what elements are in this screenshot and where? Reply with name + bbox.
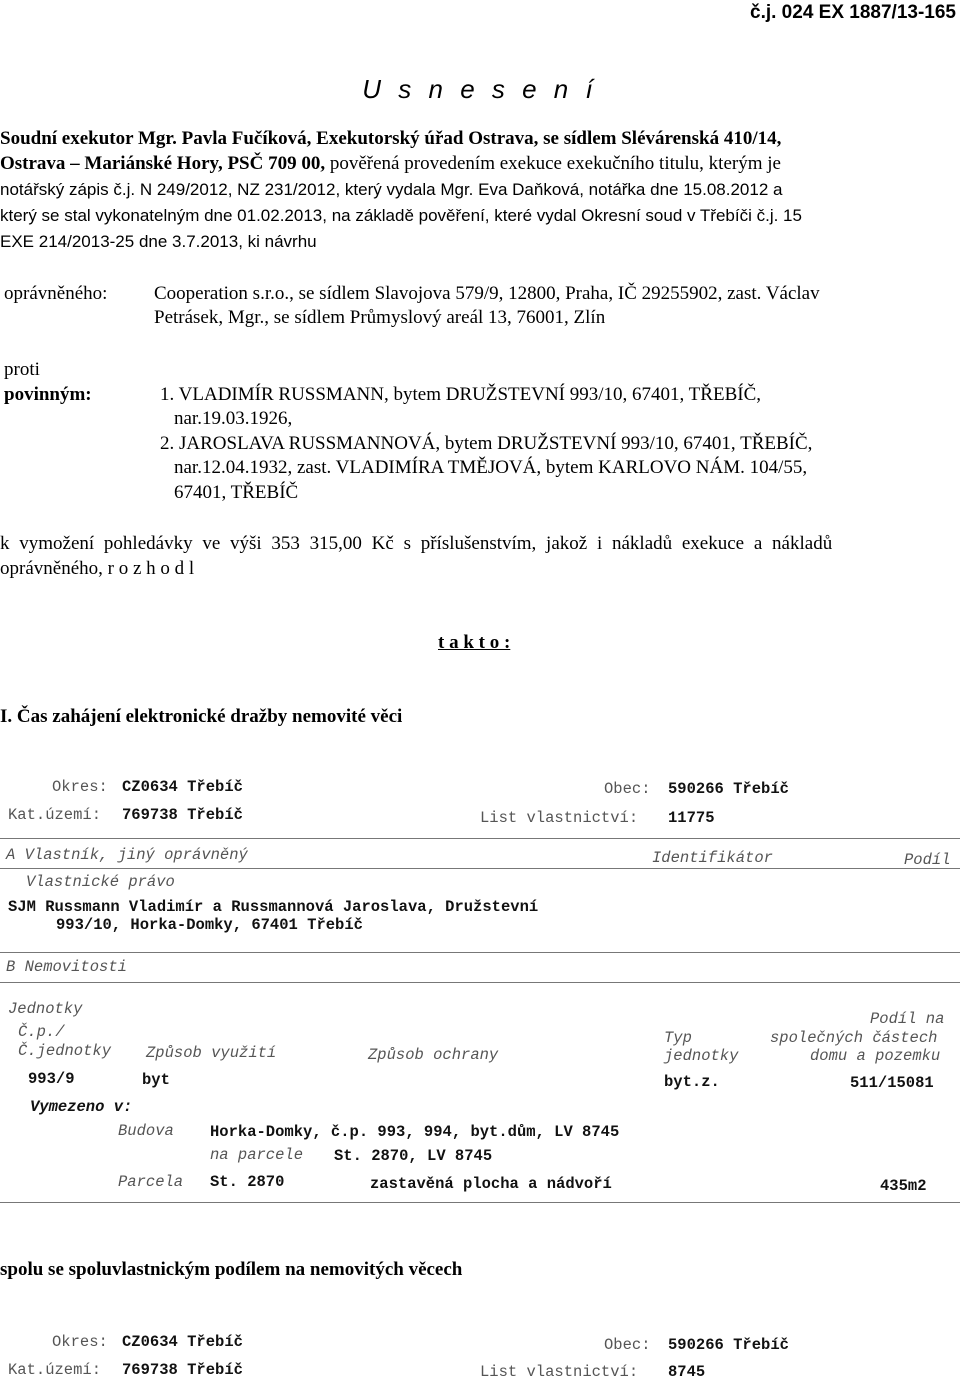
parcele-value: St. 2870, LV 8745 [334, 1147, 493, 1165]
budova-label: Budova [118, 1122, 174, 1140]
vlastnicke-pravo-label: Vlastnické právo [26, 873, 175, 891]
document-title: U s n e s e n í [362, 74, 598, 104]
intro-line-2 [0, 153, 781, 175]
okres-value-2: CZ0634 Třebíč [122, 1333, 243, 1351]
spolecnych-label: společných částech [770, 1029, 938, 1047]
unit-number: 993/9 [28, 1070, 75, 1088]
claim-line-1: k vymožení pohledávky ve výši 353 315,00 Kč s příslušenstvím, jakož i nákladů exekuce a nákladů [0, 533, 833, 554]
obec-value-2: 590266 Třebíč [668, 1336, 789, 1354]
lv-label: List vlastnictví: [480, 809, 639, 827]
obliged-line-5: 67401, TŘEBÍČ [174, 482, 299, 503]
lv-label-2: List vlastnictví: [480, 1363, 639, 1381]
intro-line-4 [0, 206, 802, 226]
intro-line-4-normal: který se stal vykonatelným dne 01.02.2013, na základě pověření, které vydal Okresní soud v Třebíči č.j. 15 [0, 206, 802, 225]
unit-use: byt [142, 1071, 170, 1089]
jednotky-label: Jednotky [8, 1000, 83, 1018]
okres-label-2: Okres: [52, 1333, 108, 1351]
intro-line-3 [0, 180, 782, 200]
takto-heading: t a k t o : [438, 632, 511, 653]
section-a-header: A Vlastník, jiný oprávněný [6, 846, 248, 864]
katuzemi-value-2: 769738 Třebíč [122, 1361, 243, 1379]
obliged-line-3: 2. JAROSLAVA RUSSMANNOVÁ, bytem DRUŽSTEVNÍ 993/10, 67401, TŘEBÍČ, [160, 433, 813, 454]
spolu-heading: spolu se spoluvlastnickým podílem na nemovitých věcech [0, 1259, 463, 1280]
obliged-line-2: nar.19.03.1926, [174, 408, 293, 429]
parcela-label: Parcela [118, 1173, 184, 1191]
section-one-heading: I. Čas zahájení elektronické dražby nemovité věci [0, 706, 403, 727]
entitled-line-1: Cooperation s.r.o., se sídlem Slavojova 579/9, 12800, Praha, IČ 29255902, zast. Václav [154, 283, 820, 304]
cjednotky-label: Č.jednotky [18, 1042, 112, 1060]
obliged-line-4: nar.12.04.1932, zast. VLADIMÍRA TMĚJOVÁ, bytem KARLOVO NÁM. 104/55, [174, 457, 808, 478]
domu-label: domu a pozemku [810, 1047, 941, 1065]
lv-value-2: 8745 [668, 1363, 706, 1381]
katuzemi-label-2: Kat.území: [8, 1361, 102, 1379]
katuzemi-label: Kat.území: [8, 806, 102, 824]
intro-line-1-bold: Soudní exekutor Mgr. Pavla Fučíková, Exekutorský úřad Ostrava, se sídlem Slévárenská 410/14, [0, 128, 782, 149]
entitled-label: oprávněného: [4, 283, 108, 304]
extract1-rule-b2 [0, 982, 960, 983]
reference-number: č.j. 024 EX 1887/13-165 [750, 2, 956, 23]
obliged-line-1: 1. VLADIMÍR RUSSMANN, bytem DRUŽSTEVNÍ 993/10, 67401, TŘEBÍČ, [160, 384, 761, 405]
parcele-label: na parcele [210, 1146, 304, 1164]
vymezeno-label: Vymezeno v: [30, 1098, 133, 1116]
extract1-rule-end [0, 1202, 960, 1203]
section-b-header: B Nemovitosti [6, 958, 127, 976]
unit-share: 511/15081 [850, 1074, 934, 1092]
against-label: proti [4, 359, 40, 380]
obec-value: 590266 Třebíč [668, 780, 789, 798]
lv-value: 11775 [668, 809, 715, 827]
parcela-area: 435m2 [880, 1177, 927, 1195]
identifikator-header: Identifikátor [652, 849, 773, 867]
intro-line-2-bold: Ostrava – Mariánské Hory, PSČ 709 00, [0, 153, 326, 174]
typ-label: Typ [664, 1029, 692, 1047]
intro-line-3-normal: notářský zápis č.j. N 249/2012, NZ 231/2012, který vydala Mgr. Eva Daňková, notářka dne 15.08.2012 a [0, 180, 783, 199]
podil-header: Podíl [904, 851, 951, 869]
intro-line-1 [0, 128, 781, 150]
zpusob-ochrany-label: Způsob ochrany [368, 1046, 499, 1064]
extract1-rule-b [0, 952, 960, 953]
katuzemi-value: 769738 Třebíč [122, 806, 243, 824]
obec-label-2: Obec: [604, 1336, 651, 1354]
intro-line-2-normal: pověřená provedením exekuce exekučního titulu, kterým je [325, 153, 781, 174]
typ-jednotky-label: jednotky [664, 1047, 739, 1065]
zpusob-vyuziti-label: Způsob využití [146, 1044, 277, 1062]
owner-line-2: 993/10, Horka-Domky, 67401 Třebíč [56, 916, 363, 934]
entitled-line-2: Petrásek, Mgr., se sídlem Průmyslový areál 13, 76001, Zlín [154, 307, 606, 328]
okres-label: Okres: [52, 778, 108, 796]
obec-label: Obec: [604, 780, 651, 798]
owner-line-1: SJM Russmann Vladimír a Russmannová Jaroslava, Družstevní [8, 898, 539, 916]
extract1-rule-a2 [0, 868, 960, 869]
cp-label: Č.p./ [18, 1023, 65, 1041]
intro-line-5 [0, 232, 317, 252]
budova-value: Horka-Domky, č.p. 993, 994, byt.dům, LV 8745 [210, 1123, 620, 1141]
unit-type: byt.z. [664, 1073, 720, 1091]
parcela-value: St. 2870 [210, 1173, 285, 1191]
parcela-type: zastavěná plocha a nádvoří [370, 1175, 612, 1193]
obliged-label: povinným: [4, 384, 92, 405]
extract1-rule-a [0, 838, 960, 839]
intro-line-5-normal: EXE 214/2013-25 dne 3.7.2013, ki návrhu [0, 232, 317, 251]
okres-value: CZ0634 Třebíč [122, 778, 243, 796]
claim-line-2: oprávněného, r o z h o d l [0, 558, 195, 579]
podil-na-label: Podíl na [870, 1010, 945, 1028]
